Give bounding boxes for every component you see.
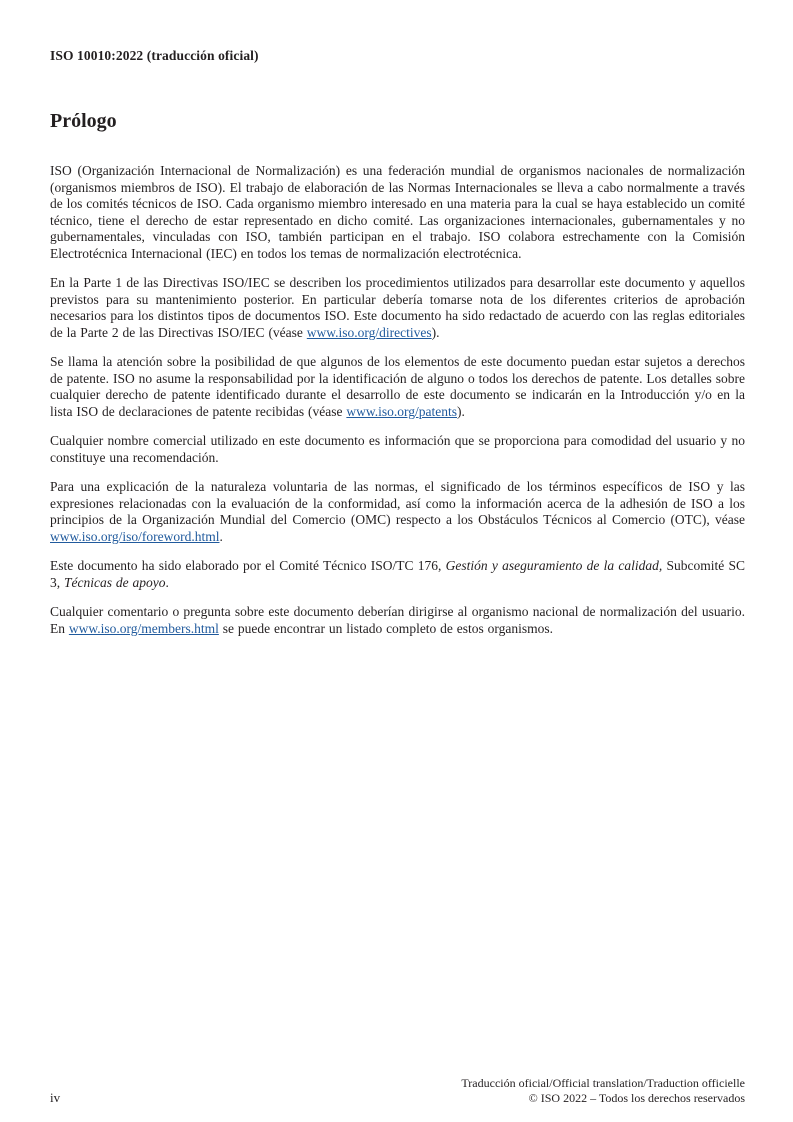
running-header: ISO 10010:2022 (traducción oficial): [50, 48, 259, 63]
text-run: En la Parte 1 de las Directivas ISO/IEC se describen los procedimientos utilizados para desarrollar este documento y aquellos previstos para su mantenimiento posterior. En particular debería tomarse nota de los diferentes criterios de aprobación necesarios para los distintos tipos de documentos ISO. Este documento ha sido redactado de acuerdo con las reglas editoriales de la Parte 2 de las Directivas ISO/IEC (véase: [50, 275, 745, 340]
footer-copyright-line: © ISO 2022 – Todos los derechos reservados: [528, 1091, 745, 1105]
external-link[interactable]: www.iso.org/iso/foreword.html: [50, 528, 220, 544]
text-run: ).: [431, 324, 440, 340]
paragraph: [50, 433, 745, 466]
external-link[interactable]: www.iso.org/members.html: [68, 620, 219, 636]
paragraphs: [50, 163, 745, 637]
paragraph: [50, 558, 745, 591]
text-run: Subcomité SC 3,: [50, 558, 746, 590]
text-run: Este documento ha sido elaborado por el Comité Técnico ISO/TC 176,: [50, 558, 446, 573]
page-number: iv: [50, 1090, 61, 1105]
paragraph: [50, 275, 745, 341]
italic-text: Técnicas de apoyo: [64, 574, 166, 590]
external-link[interactable]: www.iso.org/patents: [346, 403, 457, 419]
italic-text: Gestión y aseguramiento de la calidad,: [445, 558, 663, 573]
external-link[interactable]: www.iso.org/directives: [306, 324, 432, 340]
text-run: ).: [457, 403, 465, 419]
text-run: Cualquier nombre comercial utilizado en este documento es información que se proporciona para comodidad del usuario y no constituye una recomendación.: [50, 433, 745, 465]
text-run: Para una explicación de la naturaleza voluntaria de las normas, el significado de los términos específicos de ISO y las expresiones relacionadas con la evaluación de la conformidad, así como la información acerca de la adhesión de ISO a los principios de la Organización Mundial del Comercio (OMC) respecto a los Obstáculos Técnicos al Comercio (OTC), véase: [50, 479, 745, 527]
text-run: se puede encontrar un listado completo de estos organismos.: [218, 620, 554, 636]
page-footer: [50, 1076, 745, 1106]
paragraph: [50, 354, 745, 420]
text-run: .: [219, 528, 223, 544]
paragraph: [50, 479, 745, 545]
text-run: Cualquier comentario o pregunta sobre este documento deberían dirigirse al organismo nacional de normalización del usuario. En: [50, 604, 745, 636]
text-run: ISO (Organización Internacional de Normalización) es una federación mundial de organismos nacionales de normalización (organismos miembros de ISO). El trabajo de elaboración de las Normas Internacionales se lleva a cabo normalmente a través de los comités técnicos de ISO. Cada organismo miembro interesado en una materia para la cual se haya establecido un comité técnico, tiene el derecho de estar representado en dicho comité. Las organizaciones internacionales, gubernamentales y no gubernamentales, vinculadas con ISO, también participan en el trabajo. ISO colabora estrechamente con la Comisión Electrotécnica Internacional (IEC) en todos los temas de normalización electrotécnica.: [50, 163, 745, 261]
paragraph: [50, 163, 745, 262]
text-run: .: [165, 574, 169, 590]
paragraph: [50, 604, 745, 637]
text-run: Se llama la atención sobre la posibilidad de que algunos de los elementos de este documento puedan estar sujetos a derechos de patente. ISO no asume la responsabilidad por la identificación de alguno o todos los derechos de patente. Los detalles sobre cualquier derecho de patente identificado durante el desarrollo de este documento se indicarán en la Introducción y/o en la lista ISO de declaraciones de patente recibidas (véase: [50, 354, 745, 419]
footer-notice: [461, 1076, 745, 1106]
footer-translation-line: Traducción oficial/Official translation/Traduction officielle: [461, 1076, 745, 1090]
page-title: Prólogo: [50, 110, 117, 132]
